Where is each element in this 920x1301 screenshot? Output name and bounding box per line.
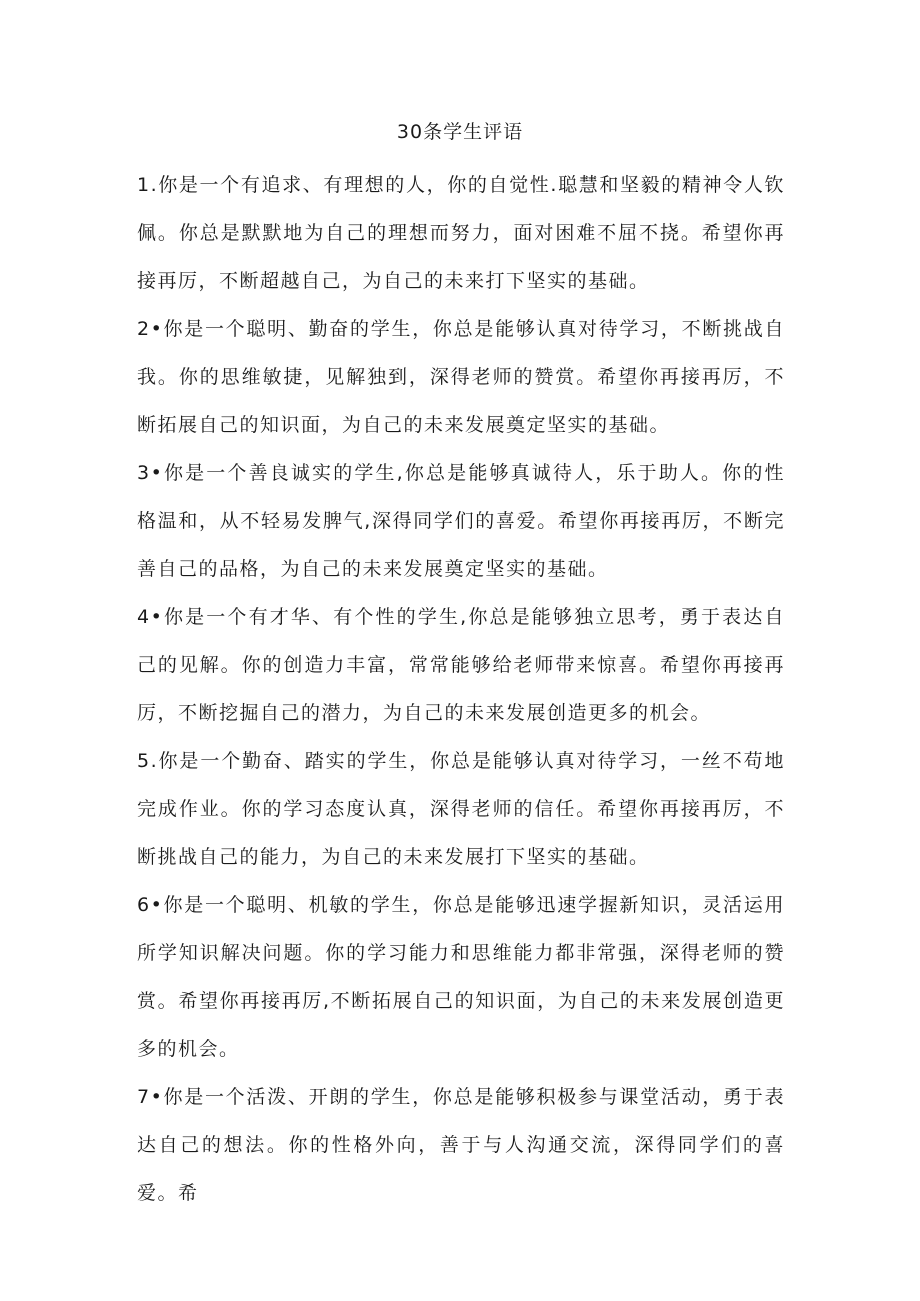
paragraph-1: 1.你是一个有追求、有理想的人，你的自觉性.聪慧和坚毅的精神令人钦佩。你总是默默地为自己的理想而努力，面对困难不屈不挠。希望你再接再厉，不断超越自己，为自己的未来打下坚实的基础。 (137, 174, 785, 292)
paragraph-7: 7•你是一个活泼、开朗的学生，你总是能够积极参与课堂活动，勇于表达自己的想法。你的性格外向，善于与人沟通交流，深得同学们的喜爱。希 (137, 1086, 785, 1204)
paragraph-2: 2•你是一个聪明、勤奋的学生，你总是能够认真对待学习，不断挑战自我。你的思维敏捷，见解独到，深得老师的赞赏。希望你再接再厉，不断拓展自己的知识面，为自己的未来发展奠定坚实的基础。 (137, 318, 785, 436)
paragraph-3: 3•你是一个善良诚实的学生,你总是能够真诚待人，乐于助人。你的性格温和，从不轻易发脾气,深得同学们的喜爱。希望你再接再厉，不断完善自己的品格，为自己的未来发展奠定坚实的基础。 (137, 462, 785, 580)
paragraph-4: 4•你是一个有才华、有个性的学生,你总是能够独立思考，勇于表达自己的见解。你的创造力丰富，常常能够给老师带来惊喜。希望你再接再厉，不断挖掘自己的潜力，为自己的未来发展创造更多的机会。 (137, 606, 785, 724)
document-body (137, 161, 785, 1217)
paragraph-6: 6•你是一个聪明、机敏的学生，你总是能够迅速学握新知识，灵活运用所学知识解决问题。你的学习能力和思维能力都非常强，深得老师的赞赏。希望你再接再厉,不断拓展自己的知识面，为自己的未来发展创造更多的机会。 (137, 894, 785, 1060)
paragraph-5: 5.你是一个勤奋、踏实的学生，你总是能够认真对待学习，一丝不苟地完成作业。你的学习态度认真，深得老师的信任。希望你再接再厉，不断挑战自己的能力，为自己的未来发展打下坚实的基础。 (137, 750, 785, 868)
document-title: 30条学生评语 (396, 121, 524, 143)
